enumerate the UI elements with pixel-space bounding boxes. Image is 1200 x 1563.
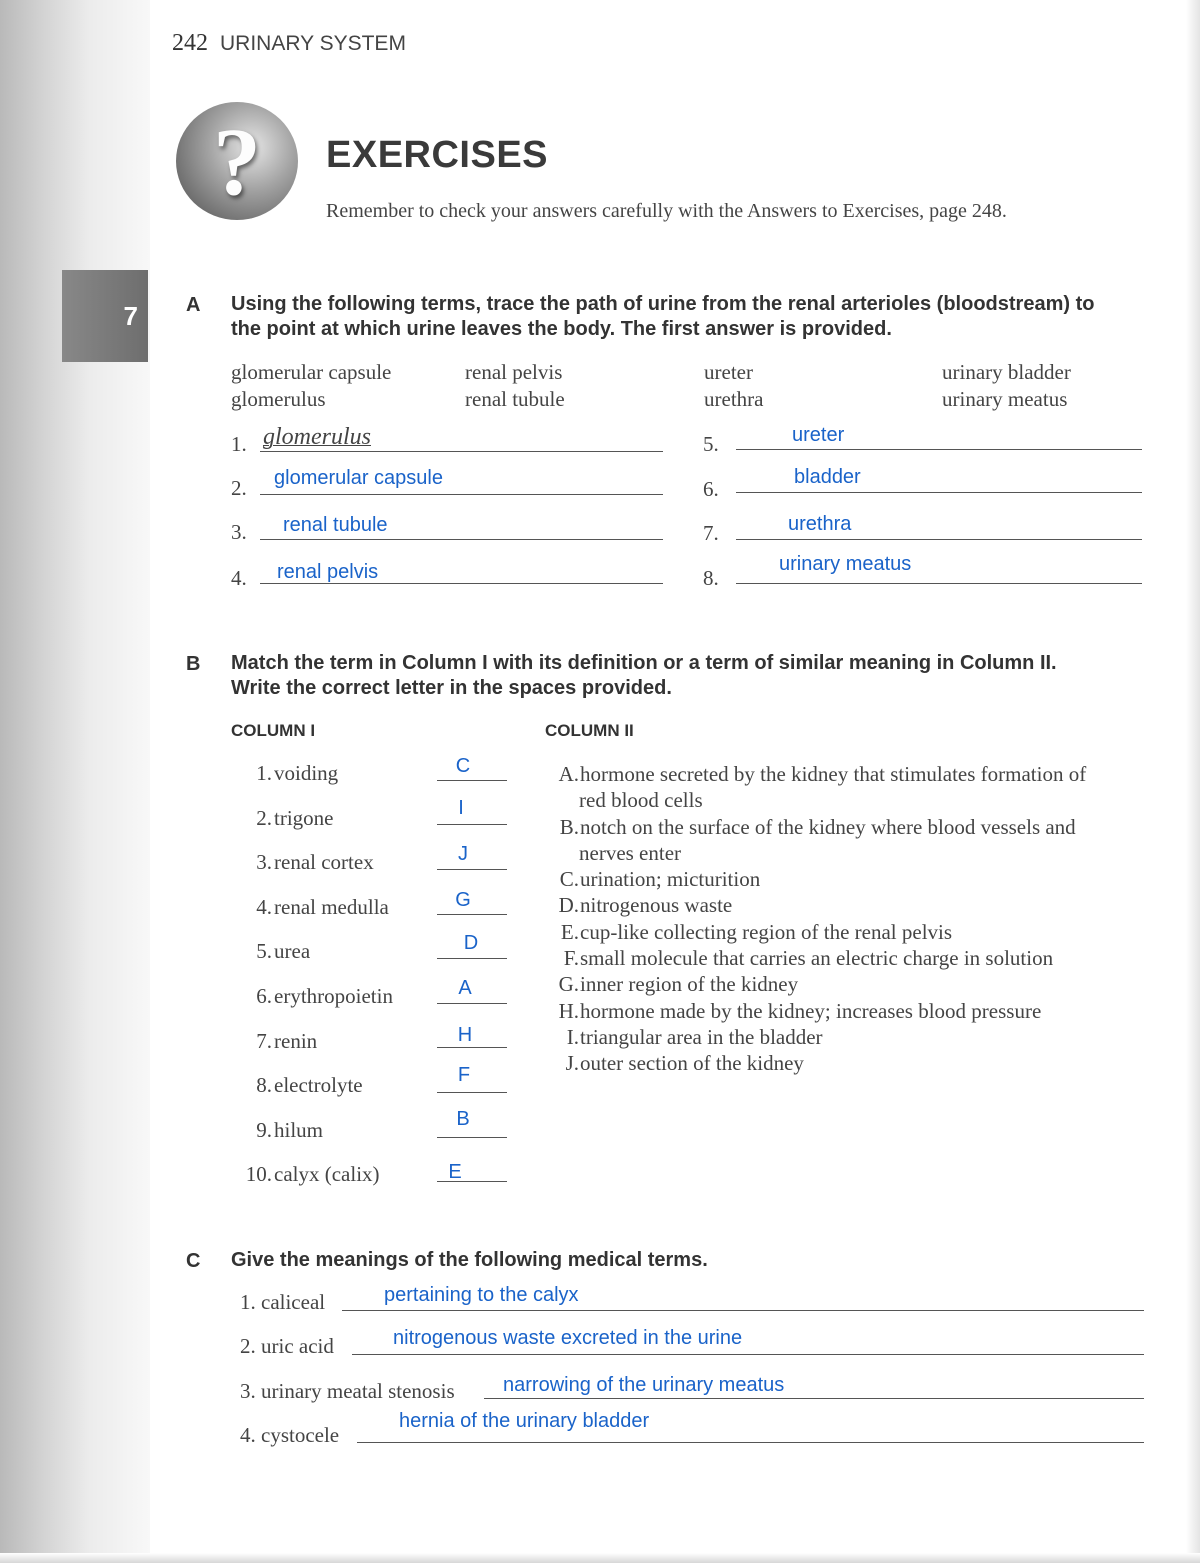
- c-term: uric acid: [261, 1334, 334, 1358]
- a-answer-handwritten[interactable]: bladder: [794, 466, 861, 488]
- answer-line: [736, 539, 1142, 540]
- c-number: 2.: [240, 1334, 256, 1358]
- section-c-instruction: Give the meanings of the following medical terms.: [231, 1249, 708, 1271]
- section-b-instruction-line-2: Write the correct letter in the spaces provided.: [231, 677, 672, 699]
- c-item: [240, 1290, 325, 1315]
- section-b-instruction-line-1: Match the term in Column I with its definition or a term of similar meaning in Column II.: [231, 652, 1057, 674]
- item-term: calyx (calix): [274, 1162, 380, 1186]
- term-bank-item: urinary bladder: [942, 360, 1071, 384]
- definition: [540, 998, 1150, 1024]
- question-mark-icon: ?: [176, 102, 298, 220]
- definition-letter: H.: [558, 998, 579, 1023]
- column-1-item: [232, 1162, 432, 1187]
- item-term: renal cortex: [274, 850, 374, 874]
- column-1-item: [232, 1118, 432, 1143]
- answer-blank: [437, 1137, 507, 1138]
- term-bank-item: renal pelvis: [465, 360, 563, 384]
- page-number: 242: [172, 30, 208, 56]
- answer-blank: [437, 1003, 507, 1004]
- b-answer-handwritten[interactable]: G: [455, 889, 471, 911]
- a-answer-handwritten[interactable]: ureter: [792, 424, 845, 446]
- column-1-item: [232, 895, 432, 920]
- definition-text: outer section of the kidney: [580, 1051, 804, 1076]
- item-term: urea: [274, 939, 311, 963]
- definition-text: hormone secreted by the kidney that stimulates formation of: [580, 762, 1087, 786]
- a-answer-handwritten[interactable]: renal pelvis: [277, 561, 379, 583]
- b-answer-handwritten[interactable]: B: [456, 1108, 470, 1130]
- a-answer-printed: glomerulus: [263, 424, 371, 450]
- b-answer-handwritten[interactable]: E: [448, 1161, 462, 1183]
- answer-line: [484, 1398, 1144, 1399]
- b-answer-handwritten[interactable]: D: [463, 932, 479, 954]
- item-number: 5.: [256, 939, 272, 963]
- definition: [540, 1024, 1150, 1050]
- item-term: renal medulla: [274, 895, 389, 919]
- definition-letter: D.: [558, 893, 579, 918]
- answer-line: [352, 1354, 1144, 1355]
- answer-line: [342, 1310, 1144, 1311]
- c-answer-handwritten[interactable]: hernia of the urinary bladder: [399, 1410, 650, 1432]
- page-edge-right: [1186, 0, 1200, 1563]
- item-term: trigone: [274, 806, 334, 830]
- answer-blank: [437, 914, 507, 915]
- definition-letter: G.: [558, 972, 579, 997]
- definition-text: inner region of the kidney: [580, 972, 799, 997]
- column-1-header: COLUMN I: [231, 721, 316, 740]
- column-2-definitions: [540, 761, 1150, 1077]
- answer-line: [736, 492, 1142, 493]
- definition: [540, 919, 1150, 945]
- answer-line: [736, 449, 1142, 450]
- definition-continuation: nerves enter: [579, 840, 682, 865]
- c-number: 3.: [240, 1379, 256, 1403]
- definition: [540, 1050, 1150, 1076]
- chapter-tab: [62, 270, 148, 362]
- definition-letter: E.: [560, 919, 579, 944]
- item-number: 1.: [256, 761, 272, 785]
- c-number: 4.: [240, 1423, 256, 1447]
- section-a-instruction-line-2: the point at which urine leaves the body. The first answer is provided.: [231, 318, 892, 340]
- column-1-item: [232, 1073, 432, 1098]
- chapter-tab-label: 7: [123, 300, 138, 331]
- term-bank-item: renal tubule: [465, 387, 565, 411]
- answer-blank: [437, 824, 507, 825]
- b-answer-handwritten[interactable]: H: [457, 1024, 473, 1046]
- answer-line: [357, 1442, 1144, 1443]
- c-term: urinary meatal stenosis: [261, 1379, 455, 1403]
- definition-letter: A.: [558, 762, 579, 786]
- a-number: 5.: [703, 432, 719, 456]
- section-a-instruction: [231, 292, 1094, 342]
- item-term: erythropoietin: [274, 984, 393, 1008]
- term-bank-item: ureter: [704, 360, 753, 384]
- answer-blank: [437, 869, 507, 870]
- definition-continuation: red blood cells: [579, 788, 703, 813]
- a-answer-handwritten[interactable]: renal tubule: [283, 514, 388, 536]
- a-number: 6.: [703, 477, 719, 501]
- answer-blank: [437, 958, 507, 959]
- column-1-item: [232, 1029, 432, 1054]
- item-term: voiding: [274, 761, 339, 785]
- a-number: 7.: [703, 521, 719, 545]
- b-answer-handwritten[interactable]: I: [458, 797, 464, 819]
- column-1-item: [232, 850, 432, 875]
- page-gutter-shadow: [0, 0, 150, 1563]
- answer-line: [260, 583, 663, 584]
- definition-letter: F.: [563, 946, 579, 971]
- section-b-letter: B: [186, 653, 201, 675]
- b-answer-handwritten[interactable]: J: [458, 843, 468, 865]
- definition-text: cup-like collecting region of the renal pelvis: [580, 919, 953, 944]
- item-number: 2.: [256, 806, 272, 830]
- c-number: 1.: [240, 1290, 256, 1314]
- term-bank-item: glomerular capsule: [231, 360, 392, 384]
- running-head: [172, 30, 406, 57]
- c-item: [240, 1334, 334, 1359]
- a-number: 8.: [703, 566, 719, 590]
- term-bank-item: urethra: [704, 387, 764, 411]
- item-number: 8.: [256, 1073, 272, 1097]
- c-term: cystocele: [261, 1423, 340, 1447]
- item-number: 4.: [256, 895, 272, 919]
- definition-text: notch on the surface of the kidney where blood vessels and: [580, 814, 1076, 839]
- item-term: renin: [274, 1029, 318, 1053]
- definition-text: nitrogenous waste: [580, 893, 733, 918]
- a-number: 3.: [231, 520, 247, 544]
- c-answer-handwritten[interactable]: narrowing of the urinary meatus: [503, 1374, 785, 1396]
- c-item: [240, 1423, 339, 1448]
- a-answer-handwritten[interactable]: urethra: [788, 513, 852, 535]
- answer-line: [260, 451, 663, 452]
- item-number: 3.: [256, 850, 272, 874]
- c-item: [240, 1379, 455, 1404]
- a-answer-handwritten[interactable]: urinary meatus: [779, 553, 912, 575]
- c-term: caliceal: [261, 1290, 326, 1314]
- definition-letter: B.: [559, 814, 579, 839]
- c-answer-handwritten[interactable]: nitrogenous waste excreted in the urine: [393, 1327, 743, 1349]
- definition-letter: I.: [566, 1024, 579, 1049]
- definition: [540, 971, 1150, 997]
- item-number: 9.: [256, 1118, 272, 1142]
- section-c-letter: C: [186, 1250, 201, 1272]
- item-number: 10.: [245, 1162, 272, 1186]
- item-term: hilum: [274, 1118, 324, 1142]
- answer-line: [260, 494, 663, 495]
- column-1-item: [232, 984, 432, 1009]
- column-2-header: COLUMN II: [545, 721, 634, 740]
- definition-letter: J.: [565, 1051, 579, 1076]
- item-number: 6.: [256, 984, 272, 1008]
- definition: [540, 866, 1150, 892]
- answer-blank: [437, 1047, 507, 1048]
- term-bank-item: urinary meatus: [942, 387, 1068, 411]
- exercises-subtitle: Remember to check your answers carefully with the Answers to Exercises, page 248.: [326, 200, 1007, 222]
- a-number: 2.: [231, 476, 247, 500]
- b-answer-handwritten[interactable]: C: [455, 755, 471, 777]
- section-a-letter: A: [186, 294, 201, 316]
- column-1-item: [232, 939, 432, 964]
- page-edge-bottom: [0, 1553, 1200, 1563]
- definition-text: small molecule that carries an electric charge in solution: [580, 946, 1054, 971]
- b-answer-handwritten[interactable]: A: [458, 977, 472, 999]
- term-bank-item: glomerulus: [231, 387, 326, 411]
- exercises-title: EXERCISES: [326, 134, 549, 176]
- a-number: 4.: [231, 566, 247, 590]
- definition: [540, 945, 1150, 971]
- definition: [540, 761, 1150, 787]
- section-a-instruction-line-1: Using the following terms, trace the path of urine from the renal arterioles (bloodstream) to: [231, 293, 1095, 315]
- item-term: electrolyte: [274, 1073, 363, 1097]
- definition: [540, 814, 1150, 840]
- b-answer-handwritten[interactable]: F: [457, 1064, 471, 1086]
- c-answer-handwritten[interactable]: pertaining to the calyx: [384, 1284, 579, 1306]
- a-number: 1.: [231, 432, 247, 456]
- column-1-item: [232, 761, 432, 786]
- section-name: URINARY SYSTEM: [220, 32, 406, 55]
- section-b-instruction: [231, 651, 1057, 701]
- answer-line: [736, 583, 1142, 584]
- answer-line: [260, 539, 663, 540]
- definition-text: urination; micturition: [580, 867, 761, 892]
- column-1-item: [232, 806, 432, 831]
- item-number: 7.: [256, 1029, 272, 1053]
- definition-letter: C.: [559, 867, 579, 892]
- answer-blank: [437, 780, 507, 781]
- definition-text: hormone made by the kidney; increases blood pressure: [580, 998, 1042, 1023]
- a-answer-handwritten[interactable]: glomerular capsule: [274, 467, 443, 489]
- answer-blank: [437, 1092, 507, 1093]
- definition: [540, 892, 1150, 918]
- definition-text: triangular area in the bladder: [580, 1024, 823, 1049]
